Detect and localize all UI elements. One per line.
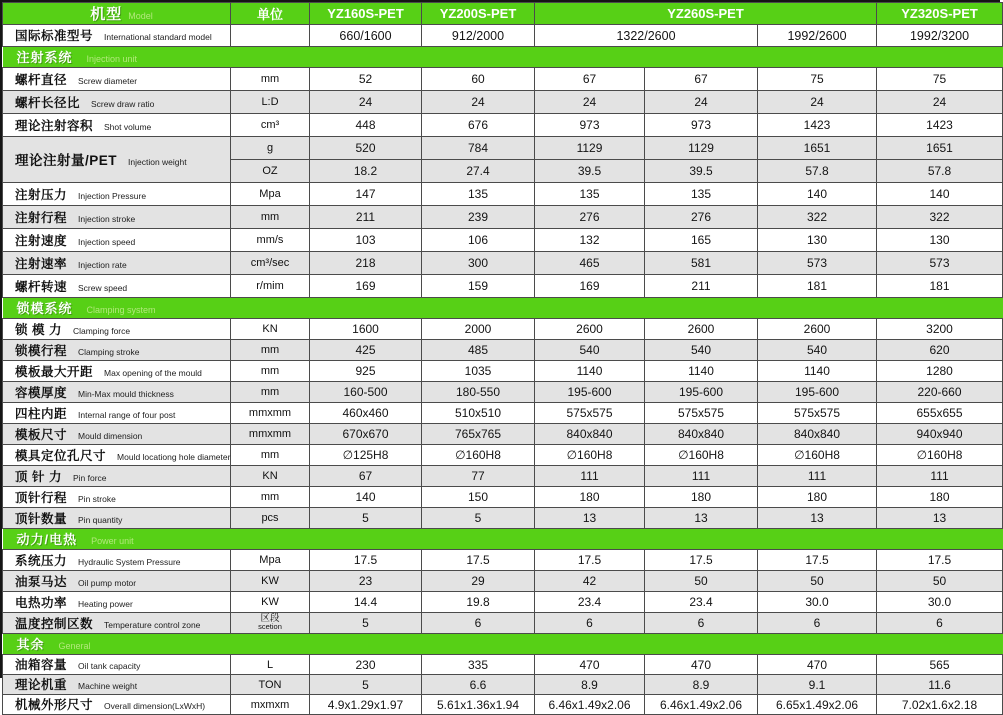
spec-row [3,403,1003,424]
value-cell: 67 [535,68,645,91]
value-cell: 465 [535,252,645,275]
value-cell: 111 [877,466,1003,487]
value-cell: 180 [535,487,645,508]
unit-cell: L [231,655,310,675]
value-cell: 1140 [758,361,877,382]
value-cell: 24 [645,91,758,114]
section-title: 注射系统 [16,50,73,65]
value-cell: 1035 [422,361,535,382]
value-cell: 510x510 [422,403,535,424]
section-title: 锁模系统 [16,301,73,316]
value-cell: 180 [758,487,877,508]
value-cell: 300 [422,252,535,275]
value-cell: 67 [645,68,758,91]
spec-row [3,466,1003,487]
row-label: 电热功率 Heating power [3,592,231,613]
value-cell: 52 [310,68,422,91]
row-label: 注射速率 Injection rate [3,252,231,275]
value-cell: 425 [310,340,422,361]
value-cell: 165 [645,229,758,252]
unit-cell: mmxmm [231,424,310,445]
spec-row [3,675,1003,695]
value-cell: 50 [877,571,1003,592]
spec-row [3,592,1003,613]
value-cell: 239 [422,206,535,229]
value-cell: 111 [645,466,758,487]
value-cell: 50 [645,571,758,592]
value-cell: 39.5 [645,160,758,183]
value-cell: 1423 [758,114,877,137]
value-cell: 1140 [645,361,758,382]
model-col-yz260s-pet: YZ260S-PET [535,3,877,25]
value-cell: 24 [422,91,535,114]
value-cell: 5.61x1.36x1.94 [422,695,535,715]
value-cell: 9.1 [758,675,877,695]
row-label: 理论注射容积 Shot volume [3,114,231,137]
value-cell: 169 [535,275,645,298]
section-bar [3,529,1003,550]
value-cell: 30.0 [758,592,877,613]
value-cell: 973 [645,114,758,137]
spec-row [3,68,1003,91]
model-header-cell [3,3,231,25]
spec-row [3,114,1003,137]
section-bar-cell [3,529,1003,550]
value-cell: 19.8 [422,592,535,613]
value-cell: 1140 [535,361,645,382]
row-label: 注射速度 Injection speed [3,229,231,252]
value-cell: 103 [310,229,422,252]
value-cell: 470 [645,655,758,675]
spec-row [3,508,1003,529]
unit-cell: TON [231,675,310,695]
value-cell: 565 [877,655,1003,675]
value-cell: 1129 [535,137,645,160]
row-label: 容模厚度 Min-Max mould thickness [3,382,231,403]
value-cell: 130 [877,229,1003,252]
value-cell: 1600 [310,319,422,340]
unit-cell: mm [231,487,310,508]
spec-row [3,252,1003,275]
unit-cell: KW [231,592,310,613]
value-cell: 14.4 [310,592,422,613]
value-cell: 75 [877,68,1003,91]
value-cell: 17.5 [877,550,1003,571]
value-cell: 195-600 [645,382,758,403]
value-cell: 1651 [877,137,1003,160]
value-cell: 6.6 [422,675,535,695]
row-label: 模具定位孔尺寸 Mould locationg hole diameter [3,445,231,466]
value-cell: 140 [310,487,422,508]
value-cell: 8.9 [535,675,645,695]
value-cell: 17.5 [310,550,422,571]
value-cell: 160-500 [310,382,422,403]
value-cell: 620 [877,340,1003,361]
value-cell: 24 [758,91,877,114]
value-cell: 106 [422,229,535,252]
value-cell: 180 [877,487,1003,508]
value-cell: 6.46x1.49x2.06 [535,695,645,715]
value-cell: 6 [645,613,758,634]
value-cell: 17.5 [758,550,877,571]
row-label: 锁 模 力 Clamping force [3,319,231,340]
value-cell: 140 [877,183,1003,206]
value-cell: 181 [758,275,877,298]
value-cell: 13 [877,508,1003,529]
value-cell: 220-660 [877,382,1003,403]
unit-cell: Mpa [231,183,310,206]
value-cell: 840x840 [645,424,758,445]
value-cell: 24 [877,91,1003,114]
unit-cell: cm³/sec [231,252,310,275]
spec-row [3,613,1003,634]
row-label: 理论机重 Machine weight [3,675,231,695]
value-cell: 169 [310,275,422,298]
spec-row [3,183,1003,206]
value-cell: 67 [310,466,422,487]
unit-cell: mm [231,206,310,229]
spec-row [3,229,1003,252]
value-cell: 17.5 [645,550,758,571]
value-cell: 147 [310,183,422,206]
intl-value: 660/1600 [310,25,422,47]
value-cell: 3200 [877,319,1003,340]
unit-cell: OZ [231,160,310,183]
row-label: 油箱容量 Oil tank capacity [3,655,231,675]
value-cell: 8.9 [645,675,758,695]
value-cell: 655x655 [877,403,1003,424]
value-cell: 1423 [877,114,1003,137]
model-col-yz200s-pet: YZ200S-PET [422,3,535,25]
value-cell: 181 [877,275,1003,298]
row-label: 锁模行程 Clamping stroke [3,340,231,361]
row-label: 温度控制区数 Temperature control zone [3,613,231,634]
row-label: 螺杆转速 Screw speed [3,275,231,298]
value-cell: ∅160H8 [758,445,877,466]
spec-row [3,361,1003,382]
value-cell: 57.8 [877,160,1003,183]
spec-row [3,319,1003,340]
value-cell: ∅160H8 [535,445,645,466]
value-cell: 13 [758,508,877,529]
value-cell: 211 [310,206,422,229]
value-cell: 276 [535,206,645,229]
unit-cell: mm [231,382,310,403]
value-cell: 575x575 [645,403,758,424]
section-subtitle: Injection unit [86,54,138,64]
value-cell: 17.5 [535,550,645,571]
value-cell: 211 [645,275,758,298]
section-bar [3,298,1003,319]
value-cell: 39.5 [535,160,645,183]
row-label: 理论注射量/PET Injection weight [3,137,231,183]
value-cell: 6.65x1.49x2.06 [758,695,877,715]
value-cell: 765x765 [422,424,535,445]
value-cell: 77 [422,466,535,487]
value-cell: 5 [310,508,422,529]
model-header-en: Model [128,11,153,21]
spec-row [3,695,1003,715]
section-bar-cell [3,634,1003,655]
value-cell: 75 [758,68,877,91]
spec-row [3,571,1003,592]
value-cell: 24 [535,91,645,114]
value-cell: 6 [422,613,535,634]
unit-cell: r/mim [231,275,310,298]
unit-cell: mm/s [231,229,310,252]
value-cell: 1280 [877,361,1003,382]
value-cell: 940x940 [877,424,1003,445]
value-cell: 581 [645,252,758,275]
unit-cell: g [231,137,310,160]
value-cell: 5 [310,675,422,695]
unit-cell: pcs [231,508,310,529]
section-bar-cell [3,47,1003,68]
value-cell: 230 [310,655,422,675]
spec-table [2,2,1003,715]
value-cell: 2600 [758,319,877,340]
value-cell: 840x840 [535,424,645,445]
spec-row [3,550,1003,571]
intl-value: 1322/2600 [535,25,758,47]
value-cell: 24 [310,91,422,114]
value-cell: 218 [310,252,422,275]
value-cell: 1651 [758,137,877,160]
value-cell: 973 [535,114,645,137]
value-cell: 276 [645,206,758,229]
row-label: 系统压力 Hydraulic System Pressure [3,550,231,571]
intl-value: 1992/2600 [758,25,877,47]
value-cell: 322 [877,206,1003,229]
model-header-zh: 机型 [90,6,123,23]
unit-cell: mm [231,340,310,361]
value-cell: 1129 [645,137,758,160]
row-label: 顶 针 力 Pin force [3,466,231,487]
value-cell: 470 [535,655,645,675]
value-cell: ∅125H8 [310,445,422,466]
value-cell: 573 [877,252,1003,275]
value-cell: 5 [422,508,535,529]
intl-standard-unit-empty [231,25,310,47]
intl-value: 912/2000 [422,25,535,47]
model-col-yz320s-pet: YZ320S-PET [877,3,1003,25]
section-subtitle: General [58,641,91,651]
value-cell: 111 [758,466,877,487]
row-label: 螺杆长径比 Screw draw ratio [3,91,231,114]
row-label: 模板尺寸 Mould dimension [3,424,231,445]
value-cell: 135 [422,183,535,206]
unit-cell: mm [231,361,310,382]
unit-cell: mm [231,68,310,91]
value-cell: 575x575 [758,403,877,424]
value-cell: 575x575 [535,403,645,424]
intl-standard-row [3,25,1003,47]
row-label: 顶针数量 Pin quantity [3,508,231,529]
value-cell: 57.8 [758,160,877,183]
value-cell: 18.2 [310,160,422,183]
value-cell: 195-600 [758,382,877,403]
spec-row [3,424,1003,445]
value-cell: ∅160H8 [645,445,758,466]
value-cell: 676 [422,114,535,137]
value-cell: 50 [758,571,877,592]
model-col-yz160s-pet: YZ160S-PET [310,3,422,25]
value-cell: 448 [310,114,422,137]
value-cell: ∅160H8 [422,445,535,466]
row-label: 模板最大开距 Max opening of the mould [3,361,231,382]
value-cell: 42 [535,571,645,592]
spec-row [3,655,1003,675]
value-cell: 925 [310,361,422,382]
section-subtitle: Power unit [91,536,134,546]
value-cell: 29 [422,571,535,592]
unit-cell: Mpa [231,550,310,571]
spec-row [3,487,1003,508]
value-cell: 485 [422,340,535,361]
spec-row [3,340,1003,361]
value-cell: 6 [877,613,1003,634]
unit-cell: KN [231,319,310,340]
value-cell: 520 [310,137,422,160]
row-label: 机械外形尺寸 Overall dimension(LxWxH) [3,695,231,715]
table-body [3,47,1003,715]
value-cell: 195-600 [535,382,645,403]
intl-standard-label: 国际标准型号 International standard model [3,25,231,47]
value-cell: 150 [422,487,535,508]
spec-row [3,206,1003,229]
value-cell: 7.02x1.6x2.18 [877,695,1003,715]
value-cell: 573 [758,252,877,275]
unit-cell: mm [231,445,310,466]
row-label: 顶针行程 Pin stroke [3,487,231,508]
value-cell: 130 [758,229,877,252]
value-cell: 540 [758,340,877,361]
value-cell: 30.0 [877,592,1003,613]
unit-cell: KN [231,466,310,487]
section-title: 其余 [16,637,45,652]
model-header-row [3,3,1003,25]
unit-cell: KW [231,571,310,592]
value-cell: 540 [535,340,645,361]
value-cell: 23.4 [645,592,758,613]
unit-cell: 区段 scetion [231,613,310,634]
value-cell: 2600 [535,319,645,340]
value-cell: 180 [645,487,758,508]
value-cell: 840x840 [758,424,877,445]
value-cell: 180-550 [422,382,535,403]
value-cell: 13 [645,508,758,529]
value-cell: 135 [645,183,758,206]
value-cell: 140 [758,183,877,206]
unit-cell: mmxmm [231,403,310,424]
section-subtitle: Clamping system [86,305,156,315]
row-label: 注射行程 Injection stroke [3,206,231,229]
section-bar-cell [3,298,1003,319]
value-cell: 11.6 [877,675,1003,695]
row-label: 四柱内距 Internal range of four post [3,403,231,424]
value-cell: 23.4 [535,592,645,613]
unit-cell: L:D [231,91,310,114]
spec-row [3,382,1003,403]
row-label: 油泵马达 Oil pump motor [3,571,231,592]
value-cell: ∅160H8 [877,445,1003,466]
section-title: 动力/电热 [16,532,78,547]
value-cell: 6 [758,613,877,634]
value-cell: 2000 [422,319,535,340]
unit-header-cell: 单位 [231,3,310,25]
value-cell: 132 [535,229,645,252]
spec-row [3,275,1003,298]
value-cell: 159 [422,275,535,298]
value-cell: 540 [645,340,758,361]
value-cell: 23 [310,571,422,592]
value-cell: 460x460 [310,403,422,424]
row-label: 注射压力 Injection Pressure [3,183,231,206]
unit-cell: mxmxm [231,695,310,715]
intl-value: 1992/3200 [877,25,1003,47]
value-cell: 784 [422,137,535,160]
value-cell: 111 [535,466,645,487]
value-cell: 4.9x1.29x1.97 [310,695,422,715]
value-cell: 60 [422,68,535,91]
value-cell: 135 [535,183,645,206]
spec-row [3,137,1003,160]
value-cell: 27.4 [422,160,535,183]
value-cell: 670x670 [310,424,422,445]
value-cell: 5 [310,613,422,634]
spec-row [3,445,1003,466]
value-cell: 335 [422,655,535,675]
section-bar [3,47,1003,68]
value-cell: 6.46x1.49x2.06 [645,695,758,715]
value-cell: 13 [535,508,645,529]
value-cell: 17.5 [422,550,535,571]
value-cell: 470 [758,655,877,675]
value-cell: 6 [535,613,645,634]
unit-cell: cm³ [231,114,310,137]
row-label: 螺杆直径 Screw diameter [3,68,231,91]
spec-row [3,91,1003,114]
section-bar [3,634,1003,655]
value-cell: 2600 [645,319,758,340]
value-cell: 322 [758,206,877,229]
